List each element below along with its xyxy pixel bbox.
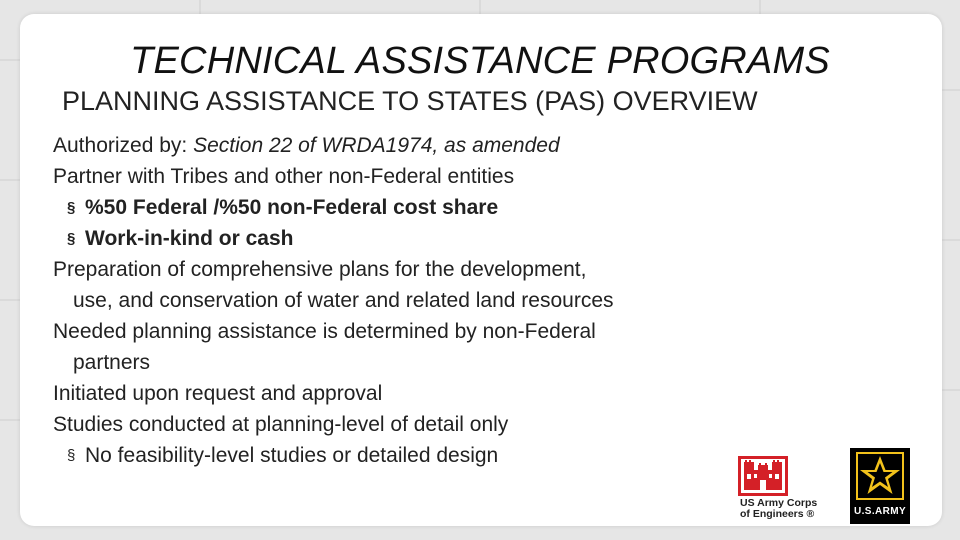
preparation-line: Preparation of comprehensive plans for the development,	[53, 258, 587, 281]
studies-line: Studies conducted at planning-level of detail only	[53, 413, 509, 436]
usace-logo	[738, 456, 822, 524]
army-logo	[850, 448, 910, 524]
usace-line-1: US Army Corps	[740, 497, 818, 509]
bullet-icon: §	[67, 199, 76, 216]
army-wordmark: U.S.ARMY	[853, 506, 907, 517]
authorized-label: Authorized by:	[53, 134, 194, 157]
castle-icon	[738, 456, 788, 496]
authorized-line	[53, 130, 733, 161]
cost-share-item	[53, 192, 733, 223]
work-in-kind-text: Work-in-kind or cash	[85, 227, 294, 250]
no-feasibility-text: No feasibility-level studies or detailed design	[85, 444, 499, 467]
slide-body	[53, 130, 733, 471]
preparation-line-continued: use, and conservation of water and related land resources	[73, 289, 614, 312]
bullet-icon: §	[67, 230, 76, 247]
cost-share-text: %50 Federal /%50 non-Federal cost share	[85, 196, 499, 219]
initiated-line: Initiated upon request and approval	[53, 382, 383, 405]
needed-line: Needed planning assistance is determined by non-Federal	[53, 320, 596, 343]
no-feasibility-item	[53, 440, 733, 471]
authorized-value: Section 22 of WRDA1974, as amended	[193, 134, 560, 157]
partner-line: Partner with Tribes and other non-Federal entities	[53, 165, 515, 188]
slide-title: TECHNICAL ASSISTANCE PROGRAMS	[130, 40, 830, 82]
army-star-icon	[855, 451, 905, 501]
slide-subtitle: PLANNING ASSISTANCE TO STATES (PAS) OVERVIEW	[62, 86, 758, 116]
usace-wordmark	[740, 498, 817, 520]
needed-line-continued: partners	[73, 351, 151, 374]
work-in-kind-item	[53, 223, 733, 254]
usace-line-2: of Engineers ®	[740, 508, 815, 520]
bullet-icon: §	[67, 447, 76, 464]
